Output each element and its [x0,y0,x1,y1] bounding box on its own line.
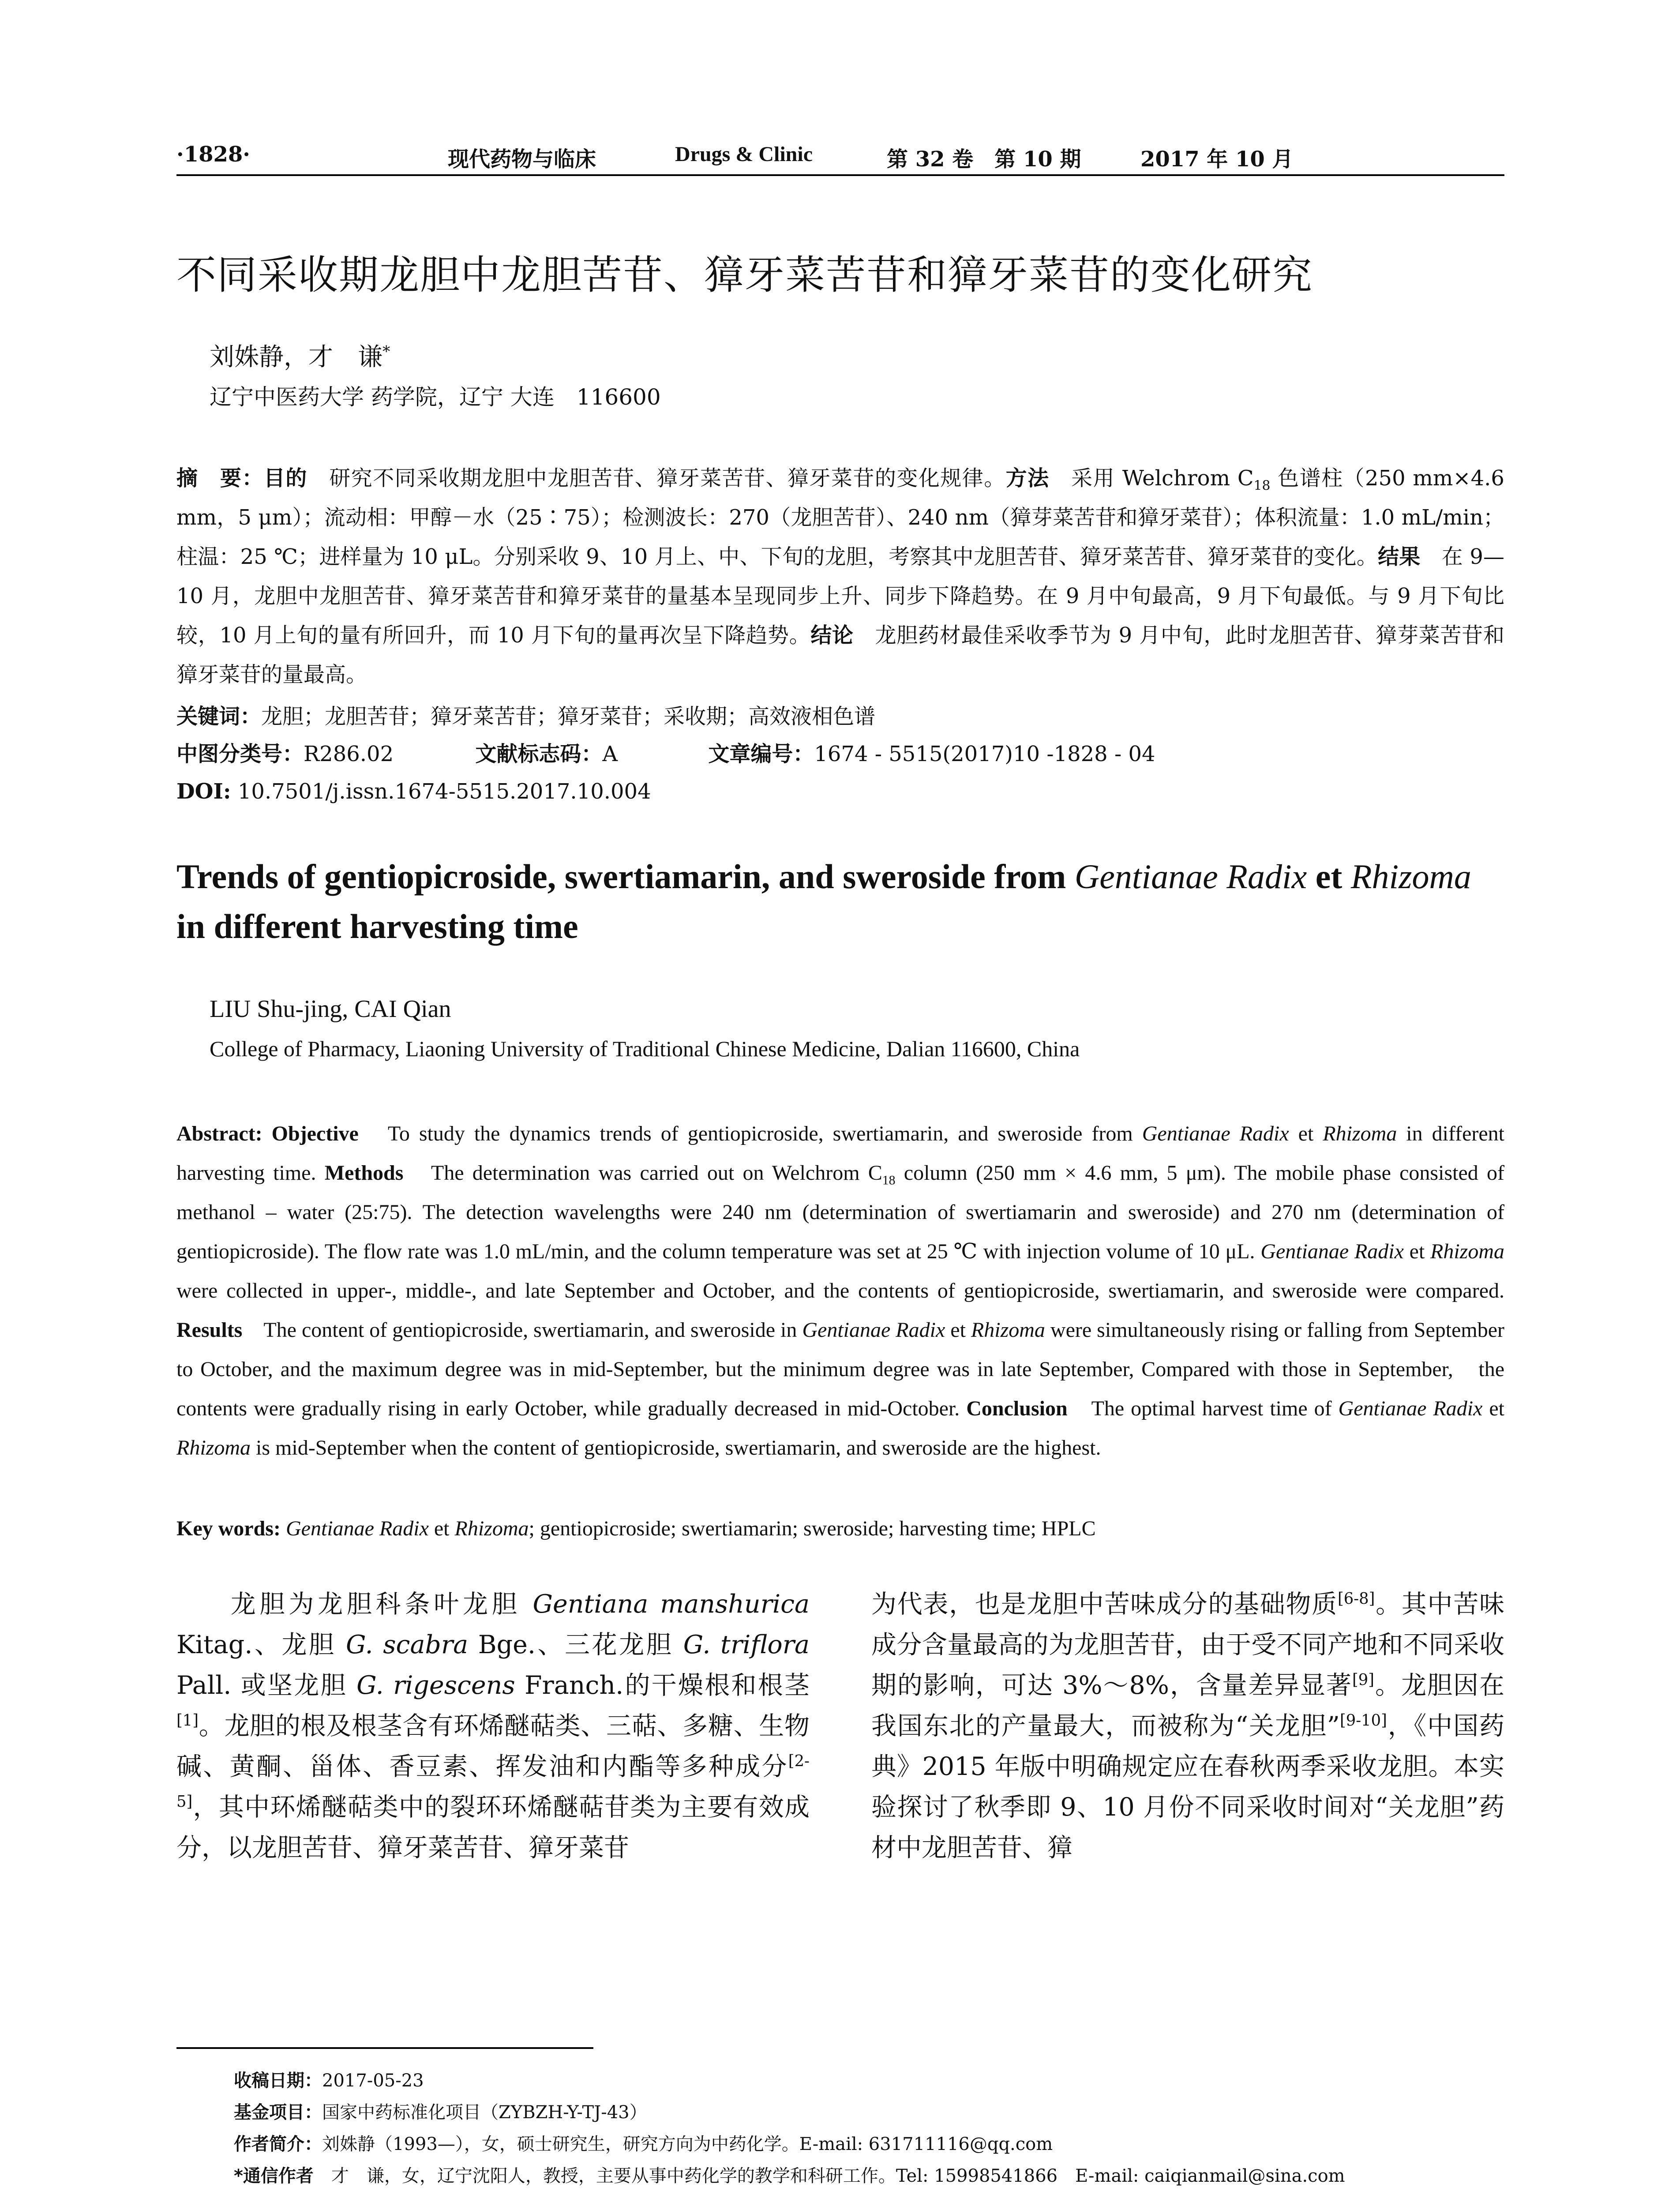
body-right-3: 。龙胆因在我国东北的产量最大，而被称为“关龙胆” [871,1671,1504,1741]
species-3: G. triflora [683,1630,810,1659]
fund-label: 基金项目： [234,2102,322,2123]
title-en-herb1: Gentianae Radix [1074,857,1307,896]
authors-cn [210,338,390,373]
keywords-en-et: et [428,1517,455,1540]
objective-en-a: To study the dynamics trends of gentiopicroside, swertiamarin, and sweroside from [387,1122,1142,1145]
title-en-a: Trends of gentiopicroside, swertiamarin, and sweroside from [176,857,1075,896]
herb-name-5: Gentianae Radix [802,1318,945,1342]
species-2: G. scabra [346,1630,469,1659]
methods-cn-b: 色谱柱（250 mm×4.6 mm，5 μm）；流动相：甲醇－水（25∶75）；检测波长：270（龙胆苦苷）、240 nm（獐芽菜苦苷和獐牙菜苷）；体积流量：1.0 mL/min；柱温：25 ℃；进样量为 10 μL。分别采收 9、10 月上、中、下旬的龙胆，考察其中龙胆苦苷、獐牙菜苦苷、獐牙菜苷的变化。 [176,466,1504,569]
doc-code-label: 文献标志码： [475,742,603,766]
author-label: 作者简介： [234,2134,322,2154]
body-left-2: Kitag.、龙胆 [176,1630,346,1659]
footnote-author [234,2128,1053,2160]
herb-name-2: Rhizoma [1323,1122,1397,1145]
doi-line [176,772,1504,811]
classification-line [176,735,1504,774]
objective-cn-label: 目的 [263,466,308,491]
methods-en-c: were collected in upper-, middle-, and late September and October, and the contents of gentiopicroside, swertiamarin, and sweroside were compared. [176,1279,1504,1302]
methods-en-a: The determination was carried out on Welchrom C [431,1161,882,1185]
methods-en-sub: 18 [882,1173,896,1188]
conclusion-cn: 龙胆药材最佳采收季节为 9 月中旬，此时龙胆苦苷、獐芽菜苦苷和獐牙菜苷的量最高。 [176,623,1504,687]
species-4: G. rigescens [356,1671,515,1700]
author-value: 刘姝静（1993—），女，硕士研究生，研究方向为中药化学。E-mail: 631711116@qq.com [322,2134,1053,2154]
title-cn: 不同采收期龙胆中龙胆苦苷、獐牙菜苦苷和獐牙菜苷的变化研究 [176,252,1313,298]
corresponding-label: *通信作者 [234,2166,314,2186]
footnote-fund [234,2097,647,2128]
abstract-en-label: Abstract: [176,1122,272,1145]
citation-2: [2-5] [176,1752,810,1811]
herb-name-3: Gentianae Radix [1260,1240,1404,1263]
journal-name-cn: 现代药物与临床 [448,147,596,172]
herb-name-6: Rhizoma [971,1318,1045,1342]
received-value: 2017-05-23 [322,2071,424,2091]
body-right-2: 。其中苦味成分含量最高的为龙胆苦苷，由于受不同产地和不同采收期的影响，可达 3%～8%，含量差异显著 [871,1590,1504,1700]
et-1: et [1289,1122,1323,1145]
affiliation-cn: 辽宁中医药大学 药学院，辽宁 大连 116600 [210,384,661,410]
abstract-cn [176,459,1504,694]
affiliation-en: College of Pharmacy, Liaoning University of Traditional Chinese Medicine, Dalian 116600, China [210,1036,1080,1061]
conclusion-en-b: is mid-September when the content of gentiopicroside, swertiamarin, and sweroside are the highest. [251,1436,1101,1459]
keywords-en-herb2: Rhizoma [454,1517,529,1540]
conclusion-cn-label: 结论 [810,623,854,648]
objective-en-label: Objective [271,1122,359,1145]
keywords-cn-label: 关键词： [176,704,262,729]
authors-cn-names: 刘姝静，才 谦 [210,343,382,371]
body-left-6: 。龙胆的根及根茎含有环烯醚萜类、三萜、多糖、生物碱、黄酮、甾体、香豆素、挥发油和内酯等多种成分 [176,1711,810,1781]
volume-issue: 第 32 卷 第 10 期 [887,147,1081,172]
body-left-1: 龙胆为龙胆科条叶龙胆 [227,1590,533,1619]
methods-en-label: Methods [324,1161,404,1185]
body-left-3: Bge.、三花龙胆 [468,1630,683,1659]
clc-label: 中图分类号： [176,742,304,766]
herb-name-1: Gentianae Radix [1142,1122,1289,1145]
herb-name-4: Rhizoma [1430,1240,1505,1263]
journal-name-en: Drugs & Clinic [675,143,813,166]
citation-5: [9-10] [1339,1711,1387,1730]
keywords-cn [176,697,1504,736]
doc-code-value: A [602,742,618,766]
clc-value: R286.02 [304,742,394,766]
footnote-received [234,2065,424,2097]
methods-en-b: column (250 mm × 4.6 mm, 5 μm). The mobile phase consisted of methanol – water (25:75). The detection wavelengths were 240 nm (determination of swertiamarin and sweroside) and 270 nm (determination of gentiopicroside). The flow rate was 1.0 mL/min, and the column temperature was set at 25 ℃ with injection volume of 10 μL. [176,1161,1504,1263]
keywords-en-rest: ; gentiopicroside; swertiamarin; sweroside; harvesting time; HPLC [529,1517,1096,1540]
results-en-a: The content of gentiopicroside, swertiamarin, and sweroside in [263,1318,802,1342]
title-en-b: et [1307,857,1351,896]
footnote-corresponding [234,2160,1345,2192]
objective-cn: 研究不同采收期龙胆中龙胆苦苷、獐牙菜苦苷、獐牙菜苷的变化规律。 [329,466,1006,491]
results-en-label: Results [176,1318,243,1342]
citation-3: [6-8] [1337,1590,1375,1608]
doi-label: DOI: [176,779,231,804]
doi-value: 10.7501/j.issn.1674-5515.2017.10.004 [237,779,651,804]
corresponding-value: 才 谦，女，辽宁沈阳人，教授，主要从事中药化学的教学和科研工作。Tel: 15998541866 E-mail: caiqianmail@sina.com [313,2166,1345,2186]
body-left-4: Pall. 或坚龙胆 [176,1671,357,1700]
article-no-value: 1674 - 5515(2017)10 -1828 - 04 [814,742,1155,766]
corresponding-mark: * [382,343,390,361]
footnote-rule [176,2047,593,2049]
title-en [176,852,1504,951]
article-no-label: 文章编号： [708,742,814,766]
herb-name-8: Rhizoma [176,1436,251,1459]
keywords-en [176,1509,1504,1548]
objective-en-b: in different harvesting time. [176,1122,1505,1185]
body-right-4: ，《中国药典》2015 年版中明确规定应在春秋两季采收龙胆。本实验探讨了秋季即 9、10 月份不同采收时间对“关龙胆”药材中龙胆苦苷、獐 [871,1711,1505,1862]
received-label: 收稿日期： [234,2071,322,2091]
title-en-herb2: Rhizoma [1350,857,1471,896]
results-cn-label: 结果 [1378,544,1421,569]
page-number: ·1828· [176,142,251,167]
body-column-right [871,1584,1504,1868]
abstract-en [176,1114,1504,1467]
conclusion-en-a: The optimal harvest time of [1091,1397,1339,1420]
methods-cn-a: 采用 Welchrom C [1071,466,1254,491]
keywords-cn-value: 龙胆；龙胆苦苷；獐牙菜苦苷；獐牙菜苷；采收期；高效液相色谱 [261,704,876,729]
body-left-5: Franch.的干燥根和根茎 [515,1671,810,1700]
header-rule [176,174,1504,176]
results-cn: 在 9—10 月，龙胆中龙胆苦苷、獐牙菜苦苷和獐牙菜苷的量基本呈现同步上升、同步下降趋势。在 9 月中旬最高，9 月下旬最低。与 9 月下旬比较，10 月上旬的量有所回升，而 10 月下旬的量再次呈下降趋势。 [176,544,1504,648]
issue-date: 2017 年 10 月 [1140,147,1294,172]
keywords-en-label: Key words: [176,1517,286,1540]
et-3: et [945,1318,971,1342]
conclusion-en-label: Conclusion [966,1397,1068,1420]
fund-value: 国家中药标准化项目（ZYBZH-Y-TJ-43） [322,2102,647,2123]
et-4: et [1482,1397,1505,1420]
body-right-1: 为代表，也是龙胆中苦味成分的基础物质 [871,1590,1338,1619]
results-en-b: were simultaneously rising or falling from September to October, and the maximum degree was in mid-September, but the minimum degree was in late September, Compared with those in September, the contents were gradually rising in early October, while gradually decreased in mid-October. [176,1318,1505,1420]
citation-1: [1] [176,1711,199,1730]
et-2: et [1403,1240,1431,1263]
abstract-cn-label: 摘 要： [176,466,264,491]
body-left-7: ，其中环烯醚萜类中的裂环环烯醚萜苷类为主要有效成分，以龙胆苦苷、獐牙菜苦苷、獐牙菜苷 [176,1793,810,1862]
methods-cn-sub: 18 [1253,478,1271,494]
running-header [176,142,1504,177]
species-1: Gentiana manshurica [532,1590,810,1619]
herb-name-7: Gentianae Radix [1338,1397,1483,1420]
title-en-c: in different harvesting time [176,907,578,945]
citation-4: [9] [1352,1671,1374,1689]
methods-cn-label: 方法 [1005,466,1050,491]
authors-en: LIU Shu-jing, CAI Qian [210,995,451,1023]
keywords-en-herb1: Gentianae Radix [285,1517,429,1540]
body-column-left [176,1584,810,1868]
